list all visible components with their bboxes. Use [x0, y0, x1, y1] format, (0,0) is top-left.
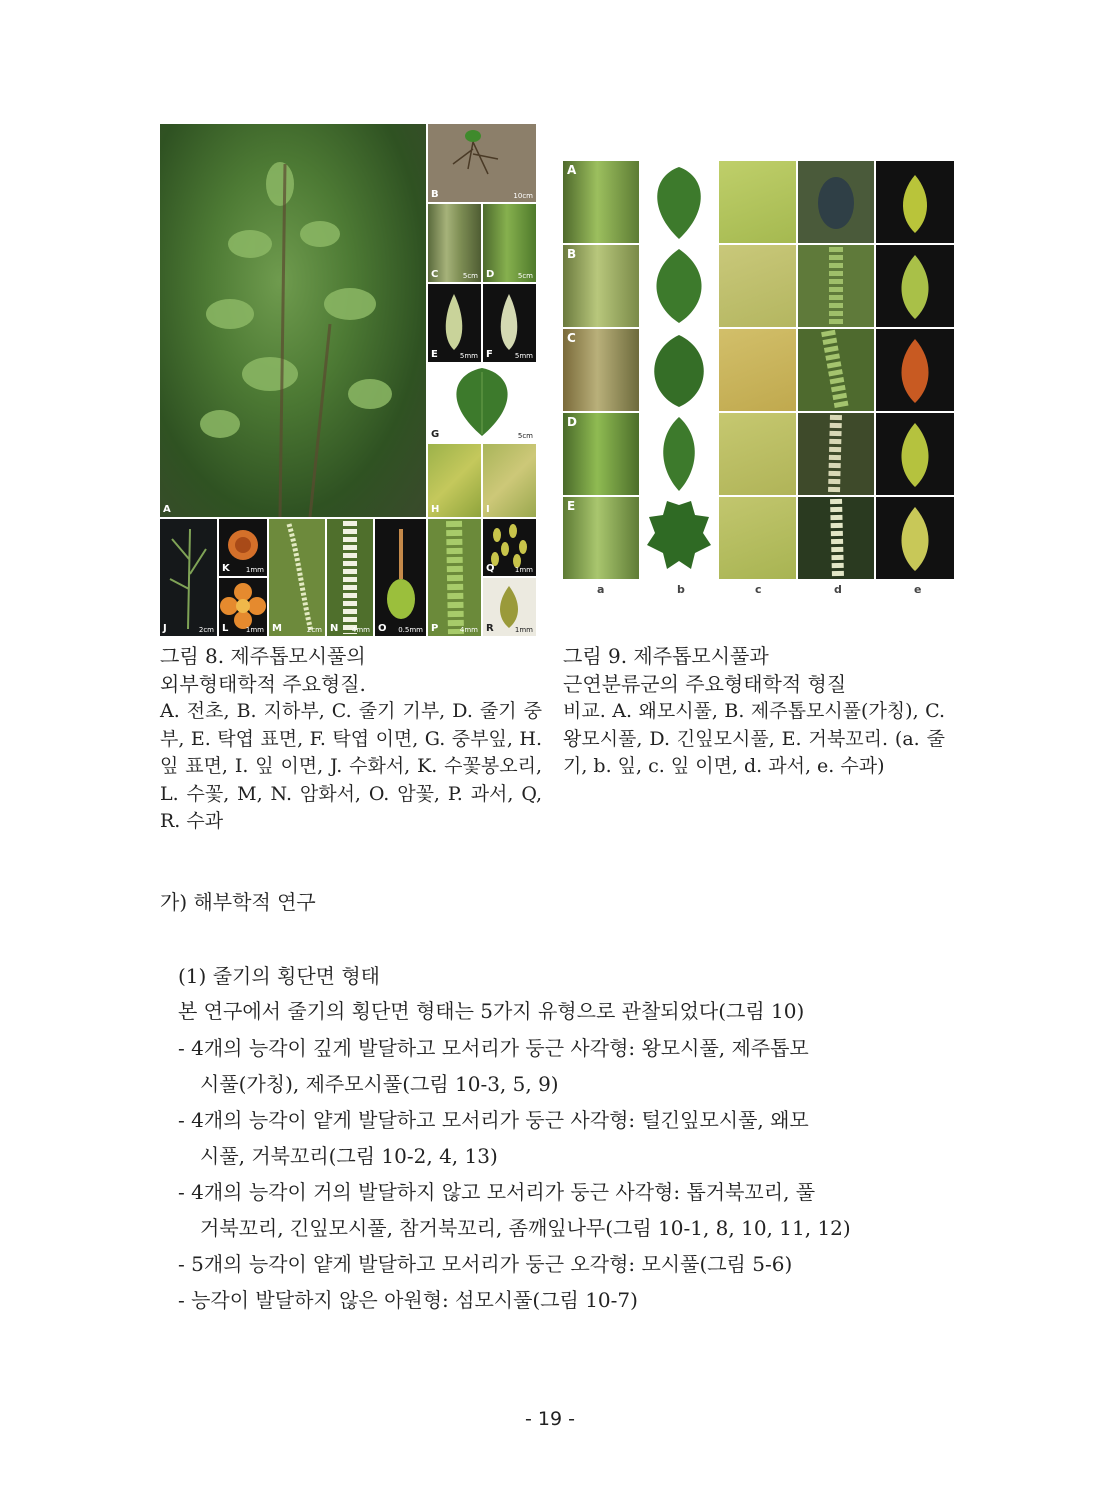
page-number: - 19 - [525, 1408, 575, 1430]
section-heading: 가) 해부학적 연구 [160, 890, 316, 914]
fig8-panel-p-fruit-cluster-photo [428, 519, 481, 636]
fig9-col-label-b: b [677, 583, 685, 596]
figure-9-caption-title-2: 근연분류군의 주요형태학적 형질 [563, 671, 847, 696]
fig8-scale-c: 5cm [462, 272, 478, 280]
bullet-2-line-1: - 4개의 능각이 얕게 발달하고 모서리가 둥근 사각형: 털긴잎모시풀, 왜모 [178, 1108, 809, 1132]
intro-paragraph: 본 연구에서 줄기의 횡단면 형태는 5가지 유형으로 관찰되었다(그림 10) [178, 999, 805, 1023]
fig8-panel-q-achenes-photo [483, 519, 536, 576]
bullet-1-line-2: 시풀(가칭), 제주모시풀(그림 10-3, 5, 9) [200, 1072, 559, 1096]
fig9-e-b-leaf-photo [641, 497, 717, 579]
fig9-b-c-leaf-back-photo [719, 245, 796, 327]
fig8-label-h: H [431, 504, 440, 515]
fig9-e-e-achene-photo [876, 497, 954, 579]
subsection-heading: (1) 줄기의 횡단면 형태 [178, 964, 380, 988]
figure-9-caption [563, 643, 945, 781]
fig8-scale-q: 1mm [514, 566, 533, 574]
fig8-panel-g-middle-leaf-photo [428, 364, 536, 442]
fig8-panel-b-underground-photo [428, 124, 536, 202]
fig8-panel-i-leaf-back-photo [483, 444, 536, 517]
fig9-row-label-e: E [567, 499, 576, 513]
fig9-d-d-fruit-cluster-photo [798, 413, 874, 495]
bullet-5-line-1: - 능각이 발달하지 않은 아원형: 섬모시풀(그림 10-7) [178, 1288, 638, 1312]
fig8-scale-g: 5cm [517, 432, 533, 440]
fig9-e-d-fruit-cluster-photo [798, 497, 874, 579]
fig8-scale-n: 4mm [351, 626, 370, 634]
fig9-a-d-fruit-cluster-photo [798, 161, 874, 243]
bullet-3-line-1: - 4개의 능각이 거의 발달하지 않고 모서리가 둥근 사각형: 톱거북꼬리, 풀 [178, 1180, 816, 1204]
fig9-row-label-c: C [567, 331, 576, 345]
fig8-scale-d: 5cm [517, 272, 533, 280]
figure-8 [160, 124, 536, 636]
fig8-label-f: F [486, 349, 493, 360]
fig8-panel-f-stipule-back-photo [483, 284, 536, 362]
fig8-scale-e: 5mm [459, 352, 478, 360]
fig9-c-d-fruit-cluster-photo [798, 329, 874, 411]
fig8-panel-a-whole-plant-photo [160, 124, 426, 517]
fig9-a-c-leaf-back-photo [719, 161, 796, 243]
fig8-panel-e-stipule-surface-photo [428, 284, 481, 362]
fig8-label-n: N [330, 623, 339, 634]
fig8-label-d: D [486, 269, 495, 280]
figure-9-caption-body: 비교. A. 왜모시풀, B. 제주톱모시풀(가칭), C. 왕모시풀, D. 긴잎모시풀, E. 거북꼬리. (a. 줄기, b. 잎, c. 잎 이면, d. 과서, e. 수과) [563, 700, 945, 777]
bullet-3-line-2: 거북꼬리, 긴잎모시풀, 참거북꼬리, 좀깨잎나무(그림 10-1, 8, 10, 11, 12) [200, 1216, 851, 1240]
fig8-scale-p: 4mm [459, 626, 478, 634]
fig9-e-a-stem-photo [563, 497, 639, 579]
fig8-panel-m-female-inflorescence-photo [269, 519, 325, 636]
figure-8-caption-body: A. 전초, B. 지하부, C. 줄기 기부, D. 줄기 중부, E. 탁엽 표면, F. 탁엽 이면, G. 중부잎, H. 잎 표면, I. 잎 이면, J. 수화서, K. 수꽃봉오리, L. 수꽃, M, N. 암화서, O. 암꽃, P. 과서, Q, R. 수과 [160, 700, 542, 832]
fig8-label-q: Q [486, 563, 495, 574]
fig8-label-c: C [431, 269, 439, 280]
fig8-label-b: B [431, 189, 439, 200]
fig8-label-o: O [378, 623, 387, 634]
fig9-d-c-leaf-back-photo [719, 413, 796, 495]
fig8-scale-j: 2cm [198, 626, 214, 634]
fig9-col-label-d: d [834, 583, 842, 596]
fig9-e-c-leaf-back-photo [719, 497, 796, 579]
fig8-panel-d-stem-middle-photo [483, 204, 536, 282]
fig8-label-e: E [431, 349, 438, 360]
fig8-panel-c-stem-base-photo [428, 204, 481, 282]
fig8-label-j: J [163, 623, 167, 634]
fig9-d-b-leaf-photo [641, 413, 717, 495]
fig9-grid [563, 161, 954, 579]
bullet-1-line-1: - 4개의 능각이 깊게 발달하고 모서리가 둥근 사각형: 왕모시풀, 제주톱모 [178, 1036, 809, 1060]
fig8-panel-j-male-inflorescence-photo [160, 519, 217, 636]
fig9-row-label-a: A [567, 163, 577, 177]
fig9-d-e-achene-photo [876, 413, 954, 495]
fig8-panel-l-male-flower-photo [219, 578, 267, 636]
fig8-panel-o-female-flower-photo [375, 519, 426, 636]
fig8-scale-l: 1mm [245, 626, 264, 634]
fig8-label-i: I [486, 504, 490, 515]
figure-8-caption-title-1: 그림 8. 제주톱모시풀의 [160, 644, 366, 668]
fig9-row-label-b: B [567, 247, 577, 261]
fig8-scale-o: 0.5mm [398, 626, 423, 634]
fig8-label-p: P [431, 623, 439, 634]
fig9-col-label-c: c [755, 583, 762, 596]
fig8-scale-f: 5mm [514, 352, 533, 360]
fig9-a-e-achene-photo [876, 161, 954, 243]
fig8-label-a: A [163, 504, 171, 515]
fig8-panel-k-male-bud-photo [219, 519, 267, 576]
fig9-b-e-achene-photo [876, 245, 954, 327]
bullet-4-line-1: - 5개의 능각이 얕게 발달하고 모서리가 둥근 오각형: 모시풀(그림 5-6) [178, 1252, 793, 1276]
figure-9-caption-title-1: 그림 9. 제주톱모시풀과 [563, 644, 769, 668]
fig8-scale-r: 1mm [514, 626, 533, 634]
fig8-scale-m: 2cm [306, 626, 322, 634]
fig9-d-a-stem-photo [563, 413, 639, 495]
fig9-b-b-leaf-photo [641, 245, 717, 327]
fig9-a-a-stem-photo [563, 161, 639, 243]
fig9-b-d-fruit-cluster-photo [798, 245, 874, 327]
fig8-panel-r-achene-photo [483, 578, 536, 636]
fig8-label-l: L [222, 623, 229, 634]
fig8-panel-h-leaf-surface-photo [428, 444, 481, 517]
bullet-2-line-2: 시풀, 거북꼬리(그림 10-2, 4, 13) [200, 1144, 498, 1168]
fig8-label-r: R [486, 623, 494, 634]
fig9-c-b-leaf-photo [641, 329, 717, 411]
fig8-label-m: M [272, 623, 282, 634]
fig9-b-a-stem-photo [563, 245, 639, 327]
fig9-a-b-leaf-photo [641, 161, 717, 243]
fig9-col-label-a: a [597, 583, 605, 596]
fig9-c-c-leaf-back-photo [719, 329, 796, 411]
fig9-col-label-e: e [914, 583, 922, 596]
fig9-c-a-stem-photo [563, 329, 639, 411]
fig8-scale-b: 10cm [513, 192, 533, 200]
fig8-scale-k: 1mm [245, 566, 264, 574]
fig9-row-label-d: D [567, 415, 577, 429]
figure-8-caption-title-2: 외부형태학적 주요형질. [160, 671, 366, 696]
fig8-panel-n-female-inflorescence-detail-photo [327, 519, 373, 636]
figure-8-caption [160, 643, 542, 836]
fig9-c-e-achene-photo [876, 329, 954, 411]
figure-9 [563, 161, 954, 601]
fig8-label-k: K [222, 563, 230, 574]
fig8-label-g: G [431, 429, 440, 440]
